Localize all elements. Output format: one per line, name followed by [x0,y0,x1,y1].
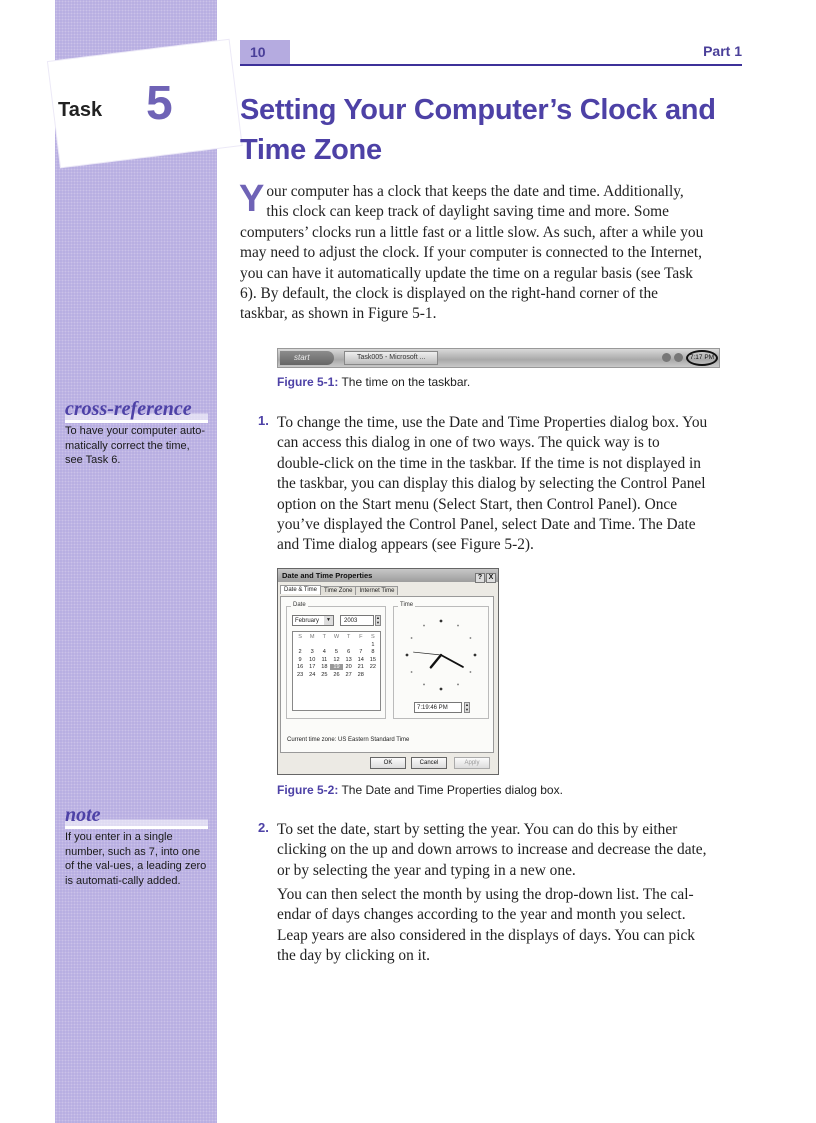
calendar-day[interactable]: 7 [359,649,363,655]
caption-text: The time on the taskbar. [338,375,471,389]
ok-button[interactable]: OK [370,757,406,769]
calendar-day[interactable]: 17 [309,664,316,670]
calendar-day-header: S [371,634,375,640]
calendar-day[interactable]: 2 [298,649,302,655]
time-group [393,602,489,719]
second-hand [413,652,441,655]
taskbar-task-button[interactable]: Task005 - Microsoft ... [344,351,438,365]
figure-5-2-caption [277,783,563,797]
clock-tick [440,688,443,691]
dialog-title: Date and Time Properties [282,571,373,580]
calendar-day[interactable]: 19 [330,664,342,670]
figure-5-1-caption [277,375,470,389]
calendar-day-header: T [346,634,351,640]
calendar-day[interactable]: 10 [309,656,316,663]
calendar-day[interactable]: 3 [310,649,314,655]
start-button[interactable]: start [280,351,334,365]
clock-tick [470,637,472,639]
tray-icon[interactable] [674,353,683,362]
clock-tick [440,620,443,623]
drop-cap: Y [239,178,265,220]
calendar-day[interactable]: 11 [321,656,328,663]
clock-tick [470,671,472,673]
step-number: 2. [258,820,269,835]
calendar-day[interactable]: 8 [371,649,375,655]
clock-tick [474,654,477,657]
month-dropdown[interactable]: February ▼ [292,615,334,626]
clock-tick [457,684,459,686]
dialog-title-bar [278,569,498,582]
calendar-day[interactable]: 9 [298,656,302,663]
intro-paragraph [239,178,708,325]
page-title: Setting Your Computer’s Clock and Time Zone [240,94,716,166]
part-label: Part 1 [703,43,742,59]
year-spinner[interactable]: ▲ ▼ [376,615,380,625]
calendar-day[interactable]: 13 [345,656,352,663]
dialog-tabs [280,586,397,595]
cross-reference-text: To have your computer auto-matically correct the time, see Task 6. [65,425,206,466]
calendar-day[interactable]: 14 [357,656,364,663]
intro-text: our computer has a clock that keeps the date and time. Additionally, this clock can keep track of daylight saving time and more. Some computers’ clocks run a little fast or a little slow. As such, after a while you may need to adjust the clock. If your computer is connected to the Internet, you can have it automatically update the time on a regular basis (see Task 6). By default, the clock is displayed on the right-hand corner of the taskbar, as shown in Figure 5-1. [240,183,704,323]
calendar-day [355,642,367,648]
task-number: 5 [146,77,173,130]
calendar-day[interactable]: 28 [357,671,364,678]
calendar-day[interactable]: 12 [333,656,340,663]
calendar-day[interactable]: 4 [322,649,326,655]
calendar-day [343,642,355,648]
calendar-day[interactable]: 5 [334,649,339,655]
clock-tick [457,625,459,627]
date-group-label: Date [293,602,306,608]
calendar-day[interactable]: 24 [309,671,316,678]
calendar-day[interactable]: 6 [347,649,351,655]
calendar-day[interactable]: 27 [345,671,352,678]
caption-label: Figure 5-2: [277,783,339,797]
caption-label: Figure 5-1: [277,375,339,389]
tray-icons [662,353,684,363]
date-time-dialog [277,568,499,775]
calendar-day-header: S [298,634,302,640]
calendar-day-header: F [359,634,363,640]
sidebar-panel [55,0,217,1123]
calendar-day[interactable]: 22 [369,664,377,670]
taskbar-screenshot [277,348,720,368]
step-text: To set the date, start by setting the year. You can do this by either clicking on the up and down arrows to increase and decrease the date, or by selecting the year and typing in a new one. [277,821,707,879]
close-icon[interactable]: X [486,573,496,583]
step-2-continuation: You can then select the month by using the drop-down list. The cal-endar of days changes according to the year and month you select. Leap years are also considered in the displays of days. You can pick the day by clicking on it. [277,886,695,965]
calendar-day-header: M [309,634,315,640]
clock-tick [411,637,413,639]
clock-tick [423,625,425,627]
step-2 [258,820,708,881]
tray-icon[interactable] [662,353,671,362]
cross-reference-heading: cross-reference [65,398,208,423]
calendar [292,631,381,711]
step-text: To change the time, use the Date and Time Properties dialog box. You can access this dialog in one of two ways. The quick way is to double-click on the time in the taskbar. If the time is not displayed in the taskbar, you can display this dialog by selecting the Control Panel option on the Start menu (Select Start, then Control Panel). Once you’ve displayed the Control Panel, select Date and Time. The Date and Time dialog appears (see Figure 5-2). [277,414,708,554]
task-label: Task [58,99,103,121]
calendar-day[interactable]: 21 [357,664,364,670]
time-spinner[interactable]: ▲ ▼ [465,702,469,712]
current-time-zone: Current time zone: US Eastern Standard Time [287,737,410,743]
calendar-day[interactable]: 26 [333,671,340,678]
hour-hand [431,655,441,667]
help-icon[interactable]: ? [475,573,485,583]
calendar-day[interactable]: 25 [321,671,328,678]
calendar-day-header: W [333,634,340,640]
calendar-day [306,642,318,648]
taskbar-clock[interactable]: 7:17 PM [686,350,718,366]
clock-tick [423,684,425,686]
calendar-day[interactable]: 15 [369,656,377,663]
tab-internet-time[interactable]: Internet Time [355,586,398,595]
time-input[interactable]: 7:19:46 PM [414,702,462,713]
note-heading: note [65,804,208,829]
calendar-day[interactable]: 23 [296,671,304,678]
calendar-day [367,672,379,678]
calendar-day[interactable]: 18 [321,664,328,670]
calendar-day[interactable]: 1 [371,641,375,648]
tab-date-time[interactable]: Date & Time [280,585,321,594]
clock-tick [411,671,413,673]
date-group [286,602,386,719]
calendar-day [294,642,306,648]
analog-clock [401,615,481,695]
note-text: If you enter in a single number, such as 7, into one of the val-ues, a leading zero is automati-cally added. [65,831,207,887]
apply-button[interactable]: Apply [454,757,490,769]
caption-text: The Date and Time Properties dialog box. [338,783,563,797]
calendar-grid [293,632,380,678]
cancel-button[interactable]: Cancel [411,757,447,769]
time-group-label: Time [400,602,414,608]
calendar-day[interactable]: 20 [345,664,352,670]
dialog-panel [280,596,494,753]
header-divider [240,64,742,66]
step-number: 1. [258,413,269,428]
calendar-day[interactable]: 16 [296,664,304,670]
calendar-day [330,642,342,648]
step-1 [258,413,708,556]
page-number: 10 [240,40,290,64]
calendar-day-header: T [322,634,327,640]
tab-time-zone[interactable]: Time Zone [320,586,356,595]
minute-hand [441,655,463,667]
calendar-day [318,642,330,648]
clock-tick [406,654,409,657]
year-input[interactable]: 2003 [340,615,374,626]
